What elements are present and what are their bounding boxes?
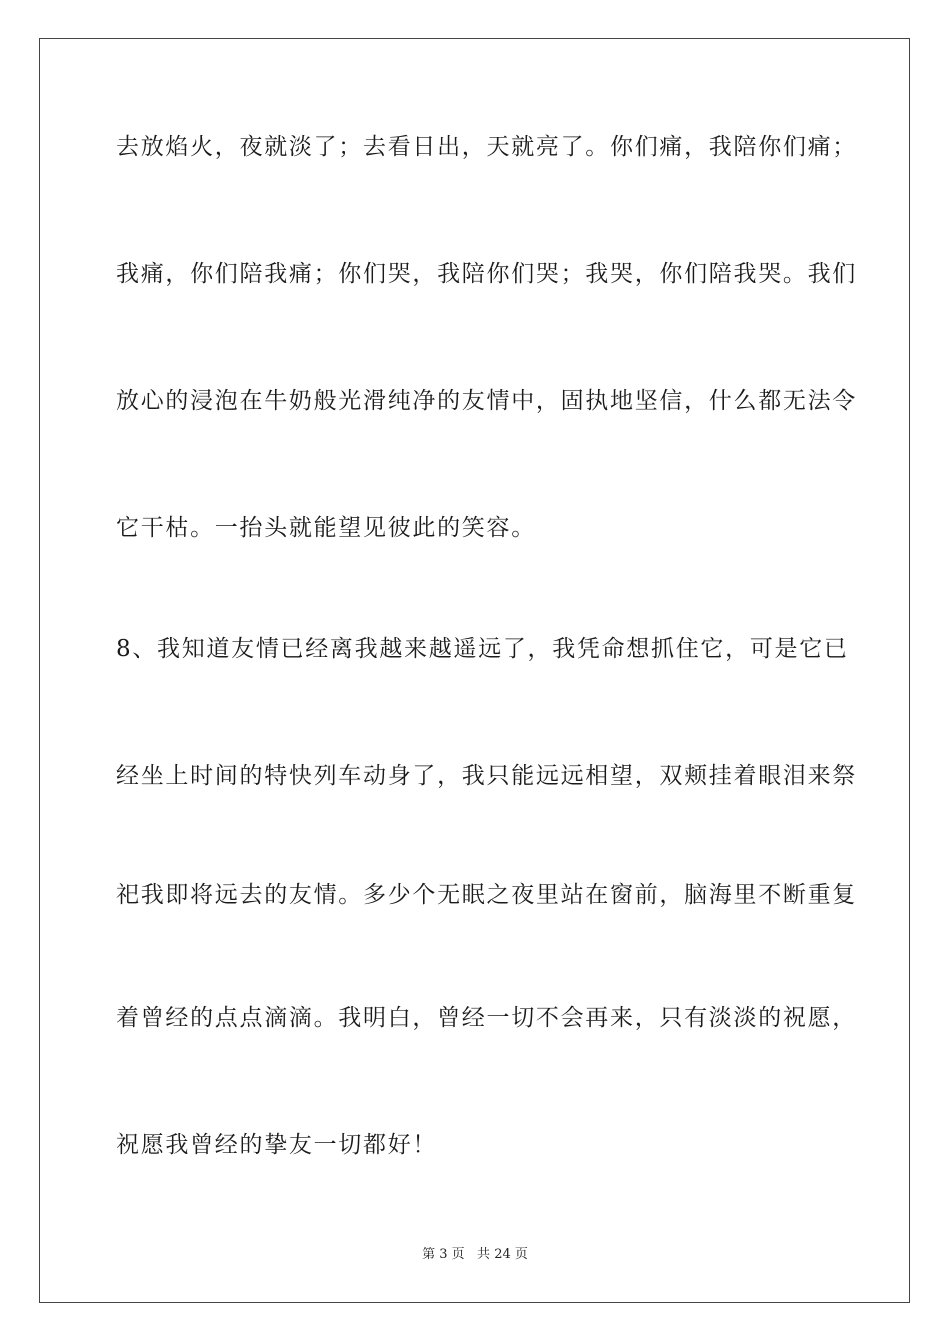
body-line-1: 去放焰火，夜就淡了；去看日出，天就亮了。你们痛，我陪你们痛； [116,134,857,160]
page-border [39,38,910,1303]
body-line-4: 它干枯。一抬头就能望见彼此的笑容。 [116,515,536,541]
page-footer: 第 3 页 共 24 页 [422,1247,528,1262]
body-line-6: 经坐上时间的特快列车动身了，我只能远远相望，双颊挂着眼泪来祭 [116,763,857,789]
body-line-5: 8、我知道友情已经离我越来越遥远了，我凭命想抓住它，可是它已 [116,636,849,662]
body-line-8: 着曾经的点点滴滴。我明白，曾经一切不会再来，只有淡淡的祝愿， [116,1005,857,1031]
body-line-3: 放心的浸泡在牛奶般光滑纯净的友情中，固执地坚信，什么都无法令 [116,388,857,414]
body-line-7: 祀我即将远去的友情。多少个无眠之夜里站在窗前，脑海里不断重复 [116,882,857,908]
body-line-2: 我痛，你们陪我痛；你们哭，我陪你们哭；我哭，你们陪我哭。我们 [116,261,857,287]
body-line-9: 祝愿我曾经的挚友一切都好！ [116,1132,438,1158]
